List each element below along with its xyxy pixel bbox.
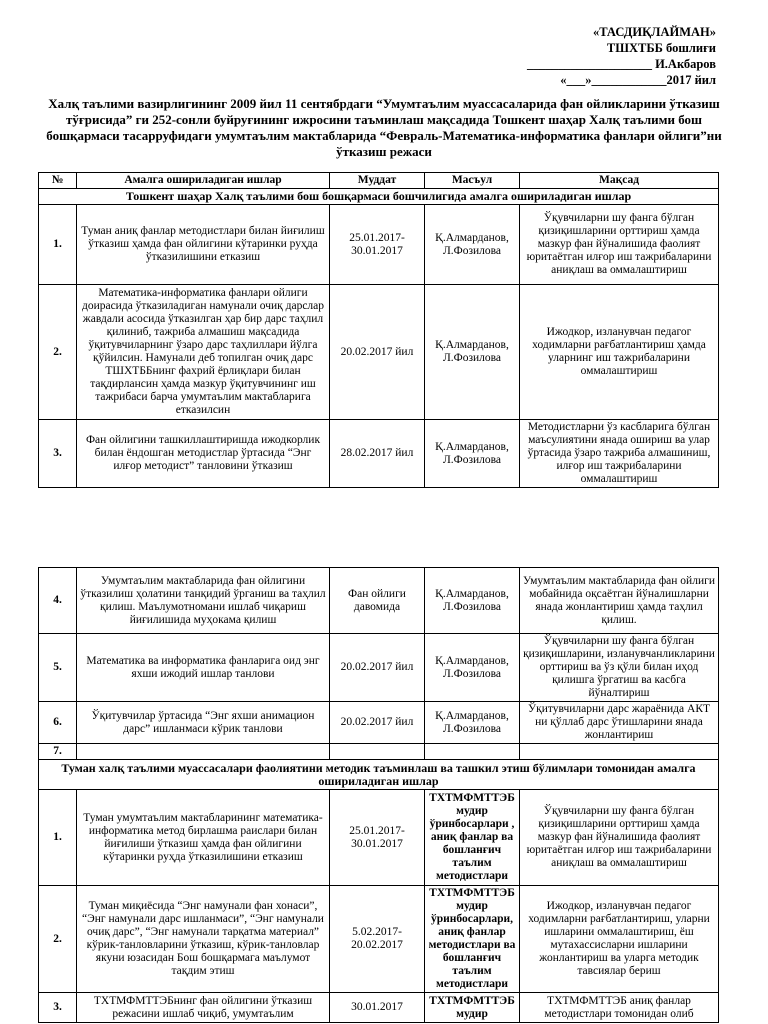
approval-line-2: ТШХТББ бошлиғи: [606, 41, 716, 55]
table-row: [39, 886, 719, 993]
row-task: Математика-информатика фанлари ойлиги доирасида ўтказиладиган намунали очиқ дарслар жавдали асосида ўтказилган ҳар бир дарс таҳлил қилиниб, тажриба алмашиш мақсадида ўқитувчиларнинг ўзаро дарс таҳлиллари йўлга қўйилсин. Намунали деб топилган очиқ дарс ТШХТББнинг фахрий ёрлиқлари билан тақдирлансин ҳамда мазкур ўқитувчининг иш тажрибаси барча умумтаълим мактабларига етказилсин: [77, 285, 330, 420]
table-row: [39, 744, 719, 760]
row-task: Ўқитувчилар ўртасида “Энг яхши анимацион дарс” ишланмаси кўрик танлови: [77, 702, 330, 744]
row-task: Фан ойлигини ташкиллаштиришда ижодкорлик билан ёндошган методистлар ўртасида “Энг илғор методист” танловини ўтказиш: [77, 420, 330, 488]
row-goal: ТХТМФМТТЭБ аниқ фанлар методистлари томонидан олиб: [520, 993, 719, 1023]
approval-block: [527, 24, 716, 88]
section-heading-1: Тошкент шаҳар Халқ таълими бош бошқармаси бошчилигида амалга ошириладиган ишлар: [39, 189, 719, 205]
table-row: [39, 420, 719, 488]
row-task: Туман миқиёсида “Энг намунали фан хонаси”, “Энг намунали дарс ишланмаси”, “Энг намунали очиқ дарс”, “Энг намунали тарқатма материал” кўрик-танловларини ўтказиш, кўрик-танловлар якуни юзасидан Бош бошқармага маълумот тақдим этиш: [77, 886, 330, 993]
row-responsible: Қ.Алмарданов, Л.Фозилова: [425, 420, 520, 488]
header-resp: Масъул: [425, 173, 520, 189]
document-title: Халқ таълими вазирлигининг 2009 йил 11 сентябрдаги “Умумтаълим муассасаларида фан ойликларини ўтказиш тўғрисида” ги 252-сонли буйруғининг ижросини таъминлаш мақсадида Тошкент шаҳар Халқ таълими бош бошқармаси тасарруфидаги умумтаълим мактабларида “Февраль-Математика-информатика фанлари ойлиги”ни ўтказиш режаси: [46, 96, 722, 159]
row-task: ТХТМФМТТЭБнинг фан ойлигини ўтказиш режасини ишлаб чиқиб, умумтаълим: [77, 993, 330, 1023]
row-responsible: ТХТМФМТТЭБ мудир ўринбосарлари , аниқ фанлар ва бошланғич таълим методистлари: [425, 790, 520, 886]
row-goal: Ижодкор, изланувчан педагог ходимларни рағбатлантириш, уларни ишларини оммалаштириш, ёш мутахассисларни ишларини жонлантириш ва уларга методик тавсиялар бериш: [520, 886, 719, 993]
approval-line-1: «ТАСДИҚЛАЙМАН»: [592, 25, 716, 39]
row-responsible: ТХТМФМТТЭБ мудир: [425, 993, 520, 1023]
row-number: 2.: [39, 886, 77, 993]
table-row: [39, 568, 719, 634]
plan-table-part-1: [38, 172, 719, 488]
section-heading-2: Туман халқ таълими муассасалари фаолиятини методик таъминлаш ва ташкил этиш бўлимлари томонидан амалга ошириладиган ишлар: [39, 760, 719, 790]
row-date: Фан ойлиги давомида: [330, 568, 425, 634]
row-number: 1.: [39, 205, 77, 285]
header-goal: Мақсад: [520, 173, 719, 189]
row-number: 5.: [39, 634, 77, 702]
row-goal: Умумтаълим мактабларида фан ойлиги мобайнида оқсаётган йўналишларни янада жонлантириш ҳамда таҳлил қилиш.: [520, 568, 719, 634]
row-date: 30.01.2017: [330, 993, 425, 1023]
row-goal: Ўқувчиларни шу фанга бўлган қизиқишларини орттириш ҳамда мазкур фан йўналишида фаолият юритаётган илғор иш тажрибаларини аниқлаш ва оммалаштириш: [520, 205, 719, 285]
row-goal: Ўқувчиларни шу фанга бўлган қизиқишларини, изланувчанликларини орттириш ва ўз қўли билан иҳод қилишга ўргатиш ва касбга йўналтириш: [520, 634, 719, 702]
table-row: [39, 702, 719, 744]
row-goal: Методистларни ўз касбларига бўлган маъсулиятини янада ошириш ва улар ўртасида ўзаро тажриба алмашиниш, илғор иш тажрибаларини оммалаштириш: [520, 420, 719, 488]
table-row: [39, 993, 719, 1023]
row-task: Туман умумтаълим мактабларининг математика-информатика метод бирлашма раислари билан йиғилиши ўтказиш ҳамда фан ойлигини кўтаринки руҳда ўтказилишини етказиш: [77, 790, 330, 886]
header-task: Амалга ошириладиган ишлар: [77, 173, 330, 189]
row-date: 28.02.2017 йил: [330, 420, 425, 488]
row-date: 20.02.2017 йил: [330, 702, 425, 744]
header-no: №: [39, 173, 77, 189]
table-row: [39, 205, 719, 285]
row-date: 25.01.2017-30.01.2017: [330, 790, 425, 886]
table-row: [39, 634, 719, 702]
row-responsible: ТХТМФМТТЭБ мудир ўринбосарлари, аниқ фанлар методистлари ва бошланғич таълим методистлари: [425, 886, 520, 993]
table-row: [39, 285, 719, 420]
row-responsible: Қ.Алмарданов, Л.Фозилова: [425, 634, 520, 702]
row-date: 25.01.2017-30.01.2017: [330, 205, 425, 285]
row-goal: Ўқувчиларни шу фанга бўлган қизиқишларини орттириш ҳамда мазкур фан йўналишида фаолият юритаётган илғор иш тажрибаларини аниқлаш ва оммалаштириш: [520, 790, 719, 886]
header-date: Муддат: [330, 173, 425, 189]
row-number: 7.: [39, 744, 77, 760]
row-task: Математика ва информатика фанларига оид энг яхши ижодий ишлар танлови: [77, 634, 330, 702]
row-responsible: Қ.Алмарданов, Л.Фозилова: [425, 568, 520, 634]
table-row: [39, 790, 719, 886]
row-number: 3.: [39, 420, 77, 488]
row-goal: [520, 744, 719, 760]
row-number: 2.: [39, 285, 77, 420]
row-date: [330, 744, 425, 760]
row-number: 1.: [39, 790, 77, 886]
row-task: Умумтаълим мактабларида фан ойлигини ўтказилиш ҳолатини танқидий ўрганиш ва таҳлил қилиш. Маълумотномани ишлаб чиқариш йиғилишида муҳокама қилиш: [77, 568, 330, 634]
row-number: 4.: [39, 568, 77, 634]
row-date: 20.02.2017 йил: [330, 285, 425, 420]
plan-table-part-2: [38, 567, 719, 1023]
row-responsible: Қ.Алмарданов, Л.Фозилова: [425, 205, 520, 285]
approval-line-4: «___»____________2017 йил: [560, 73, 716, 87]
row-responsible: [425, 744, 520, 760]
row-date: 5.02.2017-20.02.2017: [330, 886, 425, 993]
row-task: [77, 744, 330, 760]
row-goal: Ўқитувчиларни дарс жараёнида АКТ ни қўллаб дарс ўтишларини янада жонлантириш: [520, 702, 719, 744]
row-date: 20.02.2017 йил: [330, 634, 425, 702]
row-responsible: Қ.Алмарданов, Л.Фозилова: [425, 285, 520, 420]
row-number: 6.: [39, 702, 77, 744]
approval-line-3: ____________________ И.Акбаров: [526, 57, 716, 71]
row-goal: Ижодкор, изланувчан педагог ходимларни рағбатлантириш ҳамда уларнинг иш тажрибаларини оммалаштириш: [520, 285, 719, 420]
row-number: 3.: [39, 993, 77, 1023]
row-responsible: Қ.Алмарданов, Л.Фозилова: [425, 702, 520, 744]
row-task: Туман аниқ фанлар методистлари билан йиғилиш ўтказиш ҳамда фан ойлигини кўтаринки руҳда ўтказилишини етказиш: [77, 205, 330, 285]
